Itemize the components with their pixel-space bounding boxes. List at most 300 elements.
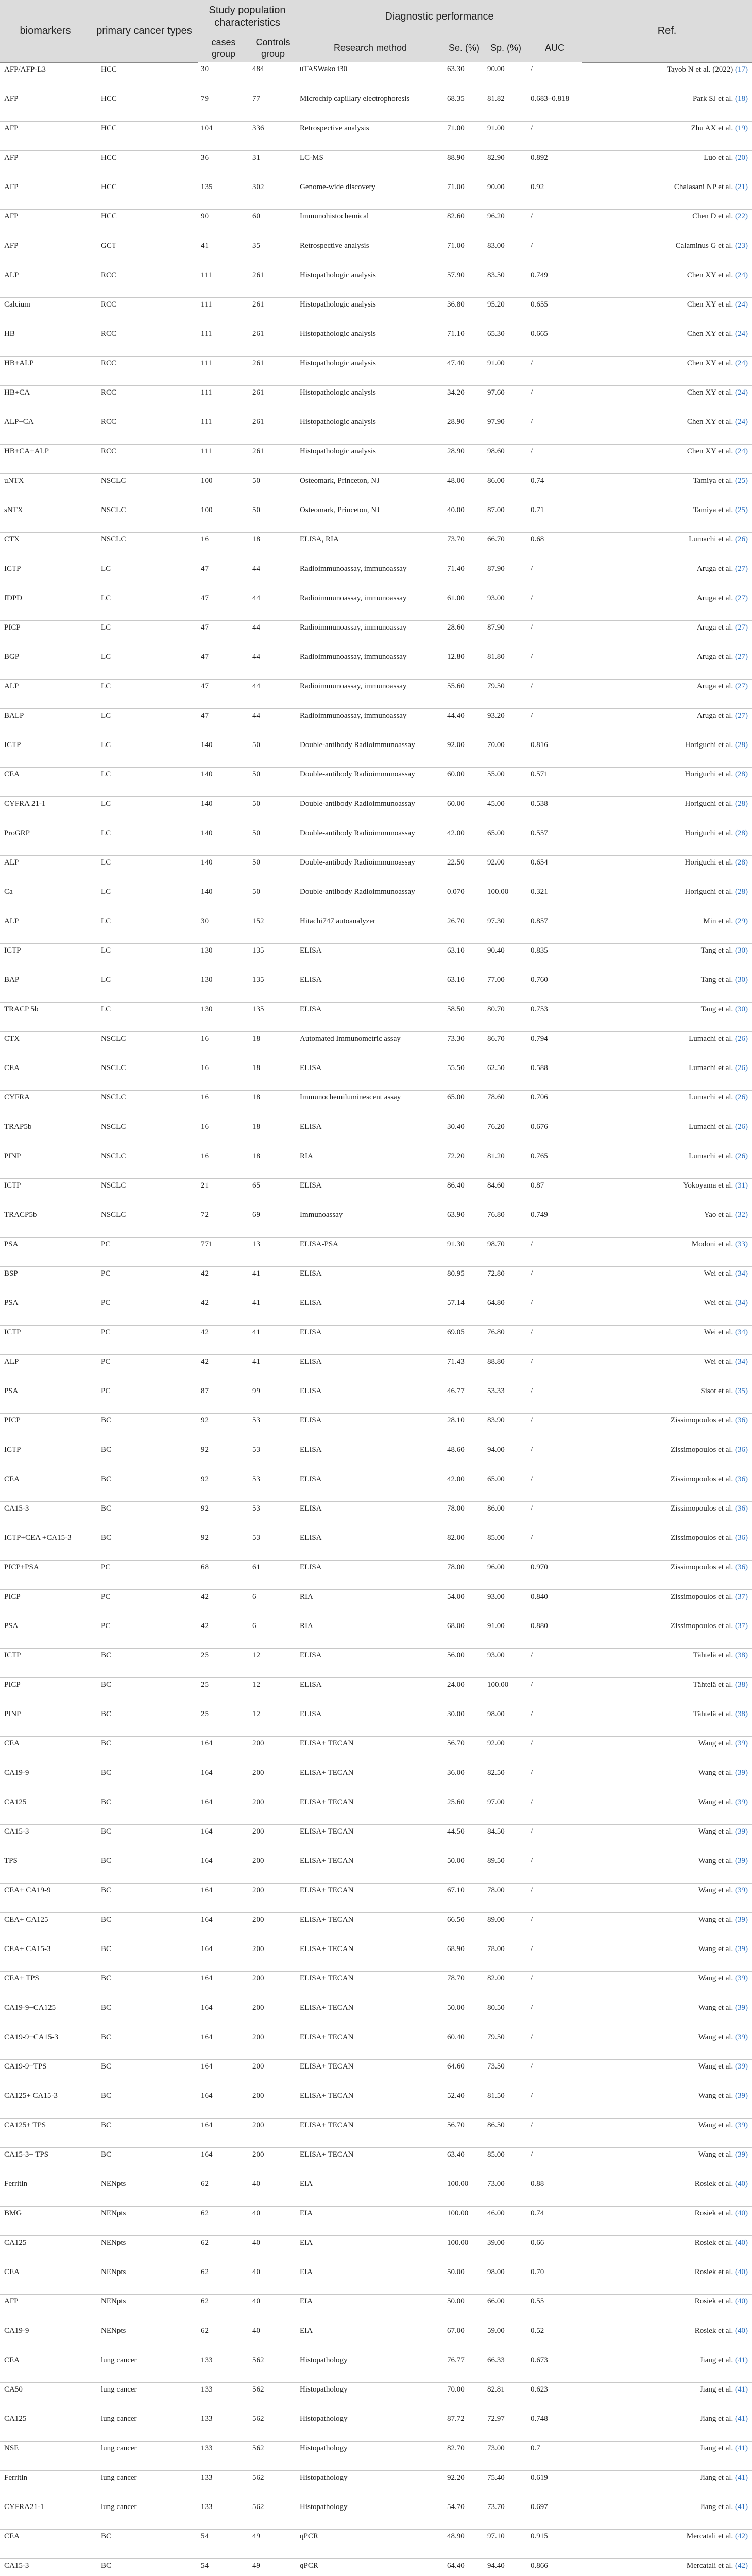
- cell-specificity: 86.50: [484, 2118, 527, 2147]
- reference-number-link[interactable]: (39): [735, 1739, 748, 1748]
- reference-number-link[interactable]: (27): [735, 594, 748, 602]
- reference-author: Chen D et al.: [692, 212, 733, 221]
- cell-biomarker: Calcium: [0, 297, 91, 327]
- table-row: [0, 562, 752, 591]
- table-row: [0, 1296, 752, 1325]
- cell-biomarker: Ferritin: [0, 2177, 91, 2206]
- cell-cases: 62: [198, 2235, 249, 2265]
- cell-cases: 16: [198, 1149, 249, 1178]
- reference-number-link[interactable]: (39): [735, 2091, 748, 2100]
- cell-sensitivity: 60.40: [444, 2030, 484, 2059]
- reference-number-link[interactable]: (24): [735, 359, 748, 367]
- cell-specificity: 83.00: [484, 239, 527, 268]
- reference-number-link[interactable]: (39): [735, 1856, 748, 1865]
- cell-reference: [582, 679, 752, 708]
- cell-biomarker: BGP: [0, 650, 91, 679]
- cell-auc: 0.71: [527, 503, 582, 532]
- cell-auc: 0.538: [527, 796, 582, 826]
- reference-number-link[interactable]: (34): [735, 1328, 748, 1336]
- reference-number-link[interactable]: (39): [735, 1798, 748, 1806]
- reference-number-link[interactable]: (41): [735, 2473, 748, 2482]
- cell-auc: 0.74: [527, 2206, 582, 2235]
- cell-cancer-type: NENpts: [91, 2177, 198, 2206]
- cell-specificity: 66.33: [484, 2353, 527, 2382]
- table-row: [0, 239, 752, 268]
- reference-number-link[interactable]: (37): [735, 1592, 748, 1601]
- table-row: [0, 650, 752, 679]
- cell-cases: 133: [198, 2470, 249, 2500]
- cell-auc: /: [527, 1795, 582, 1824]
- cell-controls: 18: [249, 1120, 297, 1149]
- reference-number-link[interactable]: (28): [735, 799, 748, 808]
- cell-controls: 50: [249, 796, 297, 826]
- reference-number-link[interactable]: (36): [735, 1504, 748, 1513]
- reference-number-link[interactable]: (26): [735, 1034, 748, 1043]
- cell-auc: /: [527, 1648, 582, 1677]
- cell-reference: [582, 62, 752, 92]
- reference-number-link[interactable]: (39): [735, 2003, 748, 2012]
- cell-method: EIA: [297, 2324, 444, 2353]
- reference-number-link[interactable]: (26): [735, 1093, 748, 1101]
- cell-method: ELISA: [297, 1325, 444, 1354]
- cell-biomarker: ALP: [0, 268, 91, 297]
- cell-cases: 47: [198, 708, 249, 738]
- cell-controls: 41: [249, 1266, 297, 1296]
- cell-specificity: 95.20: [484, 297, 527, 327]
- cell-cancer-type: BC: [91, 2529, 198, 2558]
- cell-sensitivity: 64.60: [444, 2059, 484, 2089]
- cell-sensitivity: 54.00: [444, 1589, 484, 1619]
- cell-cases: 68: [198, 1560, 249, 1589]
- reference-number-link[interactable]: (27): [735, 564, 748, 573]
- cell-reference: [582, 121, 752, 150]
- cell-controls: 200: [249, 1824, 297, 1854]
- reference-author: Zissimopoulos et al.: [671, 1504, 733, 1513]
- cell-controls: 61: [249, 1560, 297, 1589]
- reference-author: Tang et al.: [700, 1005, 733, 1013]
- reference-number-link[interactable]: (35): [735, 1386, 748, 1395]
- cell-biomarker: TPS: [0, 1854, 91, 1883]
- cell-cases: 42: [198, 1325, 249, 1354]
- cell-cancer-type: LC: [91, 943, 198, 973]
- cell-biomarker: PICP+PSA: [0, 1560, 91, 1589]
- reference-number-link[interactable]: (25): [735, 476, 748, 485]
- cell-specificity: 80.50: [484, 2001, 527, 2030]
- reference-number-link[interactable]: (39): [735, 1768, 748, 1777]
- cell-reference: [582, 796, 752, 826]
- cell-biomarker: PSA: [0, 1384, 91, 1413]
- cell-reference: [582, 415, 752, 444]
- cell-reference: [582, 2470, 752, 2500]
- table-row: [0, 473, 752, 503]
- reference-number-link[interactable]: (36): [735, 1533, 748, 1542]
- cell-cancer-type: lung cancer: [91, 2470, 198, 2500]
- cell-cancer-type: LC: [91, 591, 198, 620]
- cell-reference: [582, 2294, 752, 2324]
- reference-number-link[interactable]: (29): [735, 917, 748, 925]
- reference-number-link[interactable]: (24): [735, 388, 748, 397]
- table-row: [0, 1149, 752, 1178]
- cell-method: Immunochemiluminescent assay: [297, 1090, 444, 1120]
- cell-auc: 0.673: [527, 2353, 582, 2382]
- reference-number-link[interactable]: (23): [735, 241, 748, 250]
- cell-controls: 44: [249, 679, 297, 708]
- reference-author: Mercatali et al.: [686, 2561, 733, 2570]
- cell-biomarker: CEA: [0, 2529, 91, 2558]
- cell-reference: [582, 1090, 752, 1120]
- cell-cases: 140: [198, 826, 249, 855]
- reference-number-link[interactable]: (34): [735, 1269, 748, 1278]
- reference-number-link[interactable]: (41): [735, 2385, 748, 2394]
- cell-sensitivity: 78.00: [444, 1501, 484, 1531]
- cell-specificity: 96.00: [484, 1560, 527, 1589]
- cell-sensitivity: 48.60: [444, 1443, 484, 1472]
- reference-number-link[interactable]: (36): [735, 1445, 748, 1454]
- reference-author: Tayob N et al. (2022): [666, 65, 733, 74]
- cell-cancer-type: PC: [91, 1266, 198, 1296]
- reference-number-link[interactable]: (39): [735, 2121, 748, 2129]
- reference-author: Wang et al.: [698, 2032, 733, 2041]
- reference-author: Jiang et al.: [699, 2414, 733, 2423]
- cell-biomarker: CA50: [0, 2382, 91, 2412]
- reference-author: Zissimopoulos et al.: [671, 1592, 733, 1601]
- cell-method: Genome-wide discovery: [297, 180, 444, 209]
- cell-cancer-type: RCC: [91, 415, 198, 444]
- cell-auc: 0.321: [527, 885, 582, 914]
- cell-sensitivity: 30.00: [444, 1707, 484, 1736]
- cell-sensitivity: 60.00: [444, 767, 484, 796]
- reference-author: Wang et al.: [698, 1768, 733, 1777]
- reference-number-link[interactable]: (30): [735, 946, 748, 955]
- cell-auc: /: [527, 591, 582, 620]
- reference-number-link[interactable]: (39): [735, 2032, 748, 2041]
- cell-controls: 50: [249, 503, 297, 532]
- cell-sensitivity: 68.90: [444, 1942, 484, 1971]
- cell-sensitivity: 100.00: [444, 2177, 484, 2206]
- reference-number-link[interactable]: (26): [735, 1151, 748, 1160]
- cell-controls: 44: [249, 562, 297, 591]
- cell-sensitivity: 71.43: [444, 1354, 484, 1384]
- cell-controls: 484: [249, 62, 297, 92]
- reference-number-link[interactable]: (26): [735, 1122, 748, 1131]
- cell-cancer-type: PC: [91, 1296, 198, 1325]
- cell-reference: [582, 562, 752, 591]
- cell-specificity: 73.50: [484, 2059, 527, 2089]
- cell-auc: 0.816: [527, 738, 582, 767]
- cell-cancer-type: PC: [91, 1589, 198, 1619]
- reference-author: Wang et al.: [698, 1886, 733, 1894]
- cell-auc: 0.655: [527, 297, 582, 327]
- reference-author: Lumachi et al.: [689, 1093, 733, 1101]
- cell-controls: 41: [249, 1325, 297, 1354]
- cell-sensitivity: 55.60: [444, 679, 484, 708]
- cell-cancer-type: LC: [91, 562, 198, 591]
- cell-cases: 164: [198, 2030, 249, 2059]
- reference-number-link[interactable]: (40): [735, 2238, 748, 2247]
- reference-author: Lumachi et al.: [689, 1063, 733, 1072]
- cell-cancer-type: HCC: [91, 180, 198, 209]
- reference-number-link[interactable]: (40): [735, 2179, 748, 2188]
- cell-auc: 0.70: [527, 2265, 582, 2294]
- header-diagnostic-performance: Diagnostic performance: [297, 0, 582, 33]
- table-row: [0, 826, 752, 855]
- reference-number-link[interactable]: (39): [735, 2150, 748, 2159]
- cell-auc: /: [527, 1413, 582, 1443]
- cell-biomarker: CYFRA 21-1: [0, 796, 91, 826]
- cell-method: Automated Immunometric assay: [297, 1031, 444, 1061]
- table-row: [0, 591, 752, 620]
- reference-author: Lumachi et al.: [689, 535, 733, 544]
- cell-method: ELISA+ TECAN: [297, 1766, 444, 1795]
- cell-biomarker: CA125: [0, 1795, 91, 1824]
- cell-auc: 0.880: [527, 1619, 582, 1648]
- cell-reference: [582, 385, 752, 415]
- cell-method: LC-MS: [297, 150, 444, 180]
- cell-reference: [582, 1472, 752, 1501]
- cell-cases: 164: [198, 2001, 249, 2030]
- reference-number-link[interactable]: (39): [735, 2062, 748, 2071]
- reference-number-link[interactable]: (41): [735, 2502, 748, 2511]
- reference-number-link[interactable]: (41): [735, 2414, 748, 2423]
- cell-specificity: 55.00: [484, 767, 527, 796]
- cell-biomarker: sNTX: [0, 503, 91, 532]
- cell-method: ELISA: [297, 1296, 444, 1325]
- cell-auc: 0.588: [527, 1061, 582, 1090]
- cell-sensitivity: 91.30: [444, 1237, 484, 1266]
- reference-number-link[interactable]: (24): [735, 300, 748, 309]
- cell-controls: 53: [249, 1501, 297, 1531]
- reference-number-link[interactable]: (39): [735, 1915, 748, 1924]
- cell-biomarker: CEA: [0, 2353, 91, 2382]
- reference-number-link[interactable]: (31): [735, 1181, 748, 1190]
- reference-number-link[interactable]: (28): [735, 740, 748, 749]
- table-row: [0, 2470, 752, 2500]
- reference-number-link[interactable]: (32): [735, 1210, 748, 1219]
- cell-cases: 140: [198, 767, 249, 796]
- cell-specificity: 64.80: [484, 1296, 527, 1325]
- reference-number-link[interactable]: (38): [735, 1651, 748, 1659]
- cell-cancer-type: GCT: [91, 239, 198, 268]
- cell-method: ELISA: [297, 1413, 444, 1443]
- cell-sensitivity: 30.40: [444, 1120, 484, 1149]
- cell-reference: [582, 1766, 752, 1795]
- cell-reference: [582, 885, 752, 914]
- cell-method: ELISA: [297, 1178, 444, 1208]
- cell-reference: [582, 1824, 752, 1854]
- cell-biomarker: PINP: [0, 1707, 91, 1736]
- cell-method: ELISA+ TECAN: [297, 2059, 444, 2089]
- reference-number-link[interactable]: (33): [735, 1240, 748, 1248]
- reference-number-link[interactable]: (39): [735, 1827, 748, 1836]
- cell-method: Histopathologic analysis: [297, 356, 444, 385]
- cell-cancer-type: BC: [91, 2059, 198, 2089]
- reference-number-link[interactable]: (41): [735, 2444, 748, 2452]
- cell-specificity: 92.00: [484, 1736, 527, 1766]
- cell-method: ELISA, RIA: [297, 532, 444, 562]
- reference-author: Tang et al.: [700, 946, 733, 955]
- cell-cases: 133: [198, 2382, 249, 2412]
- cell-reference: [582, 268, 752, 297]
- reference-number-link[interactable]: (28): [735, 770, 748, 778]
- cell-auc: 0.68: [527, 532, 582, 562]
- reference-number-link[interactable]: (24): [735, 447, 748, 455]
- cell-cancer-type: LC: [91, 796, 198, 826]
- reference-number-link[interactable]: (27): [735, 711, 748, 720]
- reference-author: Tähtelä et al.: [693, 1651, 733, 1659]
- cell-method: Radioimmunoassay, immunoassay: [297, 562, 444, 591]
- cell-specificity: 89.50: [484, 1854, 527, 1883]
- reference-author: Horiguchi et al.: [685, 799, 733, 808]
- reference-number-link[interactable]: (36): [735, 1416, 748, 1425]
- reference-number-link[interactable]: (27): [735, 623, 748, 632]
- cell-reference: [582, 2324, 752, 2353]
- cell-auc: /: [527, 708, 582, 738]
- cell-biomarker: ProGRP: [0, 826, 91, 855]
- table-row: [0, 415, 752, 444]
- reference-number-link[interactable]: (40): [735, 2267, 748, 2276]
- reference-author: Rosiek et al.: [694, 2179, 733, 2188]
- cell-sensitivity: 86.40: [444, 1178, 484, 1208]
- reference-number-link[interactable]: (40): [735, 2209, 748, 2217]
- reference-number-link[interactable]: (24): [735, 417, 748, 426]
- cell-biomarker: CA125+ CA15-3: [0, 2089, 91, 2118]
- reference-number-link[interactable]: (38): [735, 1709, 748, 1718]
- reference-number-link[interactable]: (42): [735, 2532, 748, 2540]
- cell-cancer-type: NENpts: [91, 2324, 198, 2353]
- cell-reference: [582, 2147, 752, 2177]
- table-row: [0, 2294, 752, 2324]
- cell-biomarker: ICTP: [0, 1178, 91, 1208]
- cell-cancer-type: RCC: [91, 268, 198, 297]
- table-row: [0, 1237, 752, 1266]
- reference-number-link[interactable]: (24): [735, 329, 748, 338]
- cell-auc: 0.794: [527, 1031, 582, 1061]
- reference-number-link[interactable]: (36): [735, 1475, 748, 1483]
- table-row: [0, 1178, 752, 1208]
- reference-number-link[interactable]: (40): [735, 2297, 748, 2306]
- reference-number-link[interactable]: (30): [735, 975, 748, 984]
- reference-number-link[interactable]: (30): [735, 1005, 748, 1013]
- cell-method: Radioimmunoassay, immunoassay: [297, 708, 444, 738]
- cell-biomarker: CA15-3: [0, 2558, 91, 2576]
- cell-cases: 47: [198, 620, 249, 650]
- cell-biomarker: ALP: [0, 914, 91, 943]
- cell-controls: 6: [249, 1589, 297, 1619]
- cell-cancer-type: HCC: [91, 209, 198, 239]
- cell-reference: [582, 1677, 752, 1707]
- cell-cancer-type: LC: [91, 650, 198, 679]
- cell-sensitivity: 42.00: [444, 1472, 484, 1501]
- cell-sensitivity: 60.00: [444, 796, 484, 826]
- reference-number-link[interactable]: (36): [735, 1563, 748, 1571]
- cell-sensitivity: 48.00: [444, 473, 484, 503]
- reference-number-link[interactable]: (26): [735, 1063, 748, 1072]
- reference-number-link[interactable]: (39): [735, 1886, 748, 1894]
- cell-cancer-type: LC: [91, 914, 198, 943]
- cell-method: ELISA: [297, 1531, 444, 1560]
- reference-author: Lumachi et al.: [689, 1122, 733, 1131]
- reference-number-link[interactable]: (22): [735, 212, 748, 221]
- reference-number-link[interactable]: (20): [735, 153, 748, 162]
- reference-number-link[interactable]: (41): [735, 2355, 748, 2364]
- cell-method: ELISA: [297, 1472, 444, 1501]
- reference-number-link[interactable]: (25): [735, 505, 748, 514]
- cell-specificity: 83.50: [484, 268, 527, 297]
- cell-sensitivity: 68.35: [444, 92, 484, 121]
- cell-specificity: 92.00: [484, 855, 527, 885]
- reference-number-link[interactable]: (39): [735, 1974, 748, 1982]
- cell-auc: /: [527, 1443, 582, 1472]
- cell-biomarker: CA15-3: [0, 1501, 91, 1531]
- cell-biomarker: PICP: [0, 1413, 91, 1443]
- cell-reference: [582, 1354, 752, 1384]
- cell-reference: [582, 327, 752, 356]
- reference-number-link[interactable]: (26): [735, 535, 748, 544]
- reference-number-link[interactable]: (42): [735, 2561, 748, 2570]
- cell-sensitivity: 82.60: [444, 209, 484, 239]
- reference-number-link[interactable]: (39): [735, 1944, 748, 1953]
- reference-number-link[interactable]: (18): [735, 94, 748, 103]
- cell-cancer-type: BC: [91, 2147, 198, 2177]
- cell-specificity: 59.00: [484, 2324, 527, 2353]
- reference-number-link[interactable]: (17): [735, 65, 748, 74]
- reference-number-link[interactable]: (28): [735, 887, 748, 896]
- cell-specificity: 72.80: [484, 1266, 527, 1296]
- cell-cancer-type: HCC: [91, 92, 198, 121]
- cell-cancer-type: LC: [91, 679, 198, 708]
- reference-number-link[interactable]: (24): [735, 270, 748, 279]
- cell-cases: 47: [198, 679, 249, 708]
- reference-number-link[interactable]: (34): [735, 1298, 748, 1307]
- reference-author: Lumachi et al.: [689, 1151, 733, 1160]
- table-row: [0, 1707, 752, 1736]
- cell-cases: 164: [198, 1883, 249, 1912]
- reference-number-link[interactable]: (27): [735, 682, 748, 690]
- cell-cases: 111: [198, 415, 249, 444]
- cell-biomarker: PICP: [0, 1677, 91, 1707]
- reference-number-link[interactable]: (19): [735, 124, 748, 132]
- cell-controls: 261: [249, 297, 297, 327]
- cell-cancer-type: NENpts: [91, 2235, 198, 2265]
- reference-number-link[interactable]: (28): [735, 828, 748, 837]
- reference-number-link[interactable]: (34): [735, 1357, 748, 1366]
- cell-controls: 18: [249, 532, 297, 562]
- cell-controls: 77: [249, 92, 297, 121]
- cell-cancer-type: NSCLC: [91, 1120, 198, 1149]
- reference-number-link[interactable]: (37): [735, 1621, 748, 1630]
- cell-controls: 49: [249, 2529, 297, 2558]
- cell-cancer-type: NSCLC: [91, 1149, 198, 1178]
- cell-auc: /: [527, 1354, 582, 1384]
- cell-reference: [582, 444, 752, 473]
- reference-number-link[interactable]: (21): [735, 182, 748, 191]
- reference-number-link[interactable]: (27): [735, 652, 748, 661]
- cell-auc: /: [527, 385, 582, 415]
- table-row: [0, 2147, 752, 2177]
- cell-auc: /: [527, 415, 582, 444]
- reference-number-link[interactable]: (28): [735, 858, 748, 867]
- reference-author: Chen XY et al.: [687, 270, 733, 279]
- cell-specificity: 81.50: [484, 2089, 527, 2118]
- cell-sensitivity: 72.20: [444, 1149, 484, 1178]
- reference-number-link[interactable]: (38): [735, 1680, 748, 1689]
- cell-controls: 53: [249, 1472, 297, 1501]
- cell-cancer-type: NSCLC: [91, 1090, 198, 1120]
- reference-number-link[interactable]: (40): [735, 2326, 748, 2335]
- cell-cases: 111: [198, 297, 249, 327]
- cell-cases: 130: [198, 943, 249, 973]
- cell-specificity: 94.00: [484, 1443, 527, 1472]
